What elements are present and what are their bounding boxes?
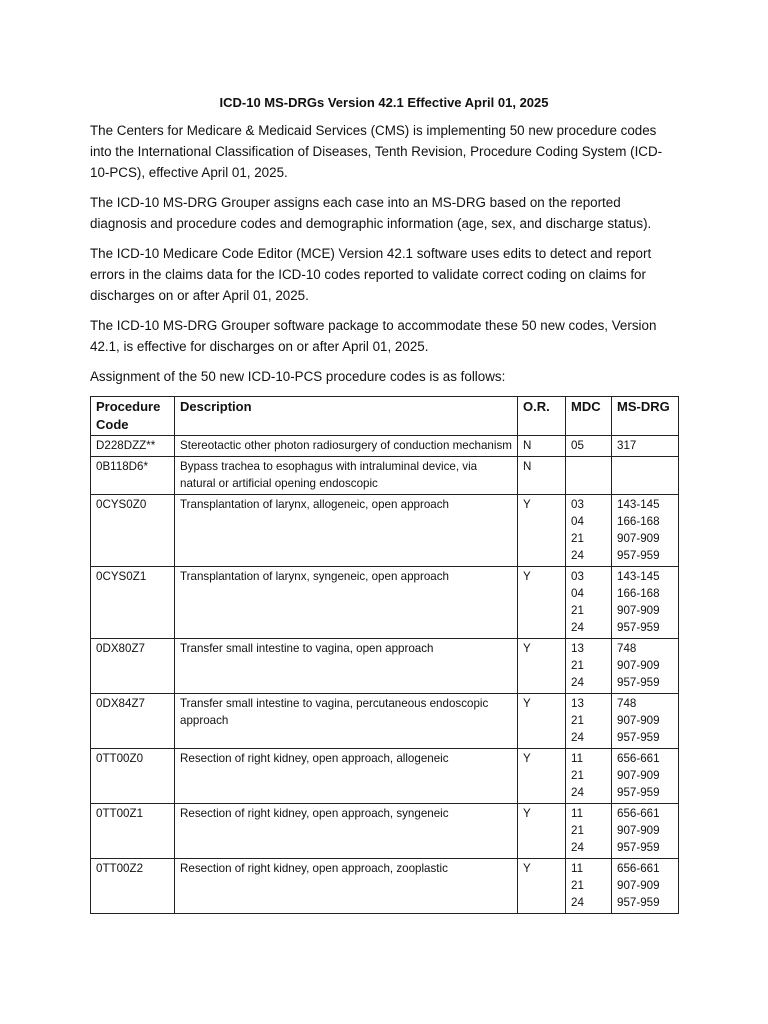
header-description: Description <box>175 397 518 436</box>
cell-mdc <box>566 436 612 457</box>
cell-mdc <box>566 749 612 804</box>
cell-description: Transfer small intestine to vagina, open approach <box>175 639 518 694</box>
cell-procedure-code: 0B118D6* <box>91 457 175 495</box>
cell-ms-drg <box>612 749 679 804</box>
mdc-value: 21 <box>571 769 584 782</box>
cell-description: Resection of right kidney, open approach, allogeneic <box>175 749 518 804</box>
mdc-value: 11 <box>571 807 584 820</box>
ms-drg-value: 656-661 <box>617 862 660 875</box>
mdc-value: 21 <box>571 532 584 545</box>
cell-ms-drg <box>612 639 679 694</box>
mdc-value: 21 <box>571 824 584 837</box>
paragraph-software-package: The ICD-10 MS-DRG Grouper software package to accommodate these 50 new codes, Version 42.1, is effective for discharges on or after April 01, 2025. <box>90 318 657 354</box>
cell-procedure-code: 0CYS0Z0 <box>91 495 175 567</box>
table-header-row <box>91 397 679 436</box>
cell-procedure-code: 0CYS0Z1 <box>91 567 175 639</box>
procedure-assignment-table <box>90 396 679 914</box>
ms-drg-value: 166-168 <box>617 515 660 528</box>
ms-drg-value: 907-909 <box>617 769 660 782</box>
ms-drg-value: 907-909 <box>617 604 660 617</box>
cell-or: Y <box>518 495 566 567</box>
cell-mdc <box>566 457 612 495</box>
mdc-value: 11 <box>571 752 584 765</box>
cell-procedure-code: D228DZZ** <box>91 436 175 457</box>
cell-procedure-code: 0DX84Z7 <box>91 694 175 749</box>
cell-or: N <box>518 436 566 457</box>
cell-description: Resection of right kidney, open approach, zooplastic <box>175 859 518 914</box>
document-title: ICD-10 MS-DRGs Version 42.1 Effective April 01, 2025 <box>219 95 549 110</box>
cell-mdc <box>566 639 612 694</box>
cell-mdc <box>566 694 612 749</box>
cell-mdc <box>566 567 612 639</box>
cell-mdc <box>566 859 612 914</box>
cell-description: Transplantation of larynx, syngeneic, open approach <box>175 567 518 639</box>
mdc-value: 24 <box>571 549 584 562</box>
paragraph-cms-intro: The Centers for Medicare & Medicaid Services (CMS) is implementing 50 new procedure codes into the International Classification of Diseases, Tenth Revision, Procedure Coding System (ICD-10-PCS), effective April 01, 2025. <box>90 123 663 180</box>
ms-drg-value: 957-959 <box>617 549 660 562</box>
cell-ms-drg <box>612 859 679 914</box>
cell-ms-drg <box>612 694 679 749</box>
cell-or: Y <box>518 804 566 859</box>
cell-or: Y <box>518 694 566 749</box>
cell-description: Resection of right kidney, open approach, syngeneic <box>175 804 518 859</box>
table-row <box>91 457 679 495</box>
mdc-value: 24 <box>571 841 584 854</box>
cell-mdc <box>566 804 612 859</box>
mdc-value: 04 <box>571 515 584 528</box>
ms-drg-value: 143-145 <box>617 570 660 583</box>
ms-drg-value: 957-959 <box>617 731 660 744</box>
table-row <box>91 694 679 749</box>
mdc-value: 05 <box>571 439 584 452</box>
mdc-value: 13 <box>571 642 584 655</box>
cell-or: N <box>518 457 566 495</box>
header-or: O.R. <box>518 397 566 436</box>
cell-procedure-code: 0TT00Z2 <box>91 859 175 914</box>
cell-ms-drg <box>612 804 679 859</box>
cell-ms-drg <box>612 436 679 457</box>
mdc-value: 13 <box>571 697 584 710</box>
header-mdc: MDC <box>566 397 612 436</box>
table-row <box>91 639 679 694</box>
cell-or: Y <box>518 639 566 694</box>
cell-procedure-code: 0DX80Z7 <box>91 639 175 694</box>
mdc-value: 03 <box>571 570 584 583</box>
mdc-value: 24 <box>571 731 584 744</box>
cell-description: Transplantation of larynx, allogeneic, open approach <box>175 495 518 567</box>
cell-or: Y <box>518 859 566 914</box>
paragraph-assignment-intro: Assignment of the 50 new ICD-10-PCS procedure codes is as follows: <box>90 369 506 384</box>
mdc-value: 24 <box>571 676 584 689</box>
ms-drg-value: 957-959 <box>617 786 660 799</box>
ms-drg-value: 957-959 <box>617 676 660 689</box>
table-row <box>91 859 679 914</box>
cell-ms-drg <box>612 457 679 495</box>
cell-description: Stereotactic other photon radiosurgery of conduction mechanism <box>175 436 518 457</box>
mdc-value: 24 <box>571 896 584 909</box>
header-ms-drg: MS-DRG <box>612 397 679 436</box>
ms-drg-value: 957-959 <box>617 841 660 854</box>
ms-drg-value: 957-959 <box>617 621 660 634</box>
ms-drg-value: 907-909 <box>617 879 660 892</box>
cell-or: Y <box>518 749 566 804</box>
table-row <box>91 749 679 804</box>
mdc-value: 21 <box>571 879 584 892</box>
ms-drg-value: 656-661 <box>617 807 660 820</box>
cell-procedure-code: 0TT00Z0 <box>91 749 175 804</box>
ms-drg-value: 317 <box>617 439 637 452</box>
ms-drg-value: 957-959 <box>617 896 660 909</box>
cell-procedure-code: 0TT00Z1 <box>91 804 175 859</box>
table-row <box>91 495 679 567</box>
ms-drg-value: 166-168 <box>617 587 660 600</box>
ms-drg-value: 907-909 <box>617 824 660 837</box>
mdc-value: 21 <box>571 714 584 727</box>
ms-drg-value: 656-661 <box>617 752 660 765</box>
ms-drg-value: 907-909 <box>617 714 660 727</box>
mdc-value: 21 <box>571 659 584 672</box>
mdc-value: 24 <box>571 621 584 634</box>
table-row <box>91 804 679 859</box>
ms-drg-value: 143-145 <box>617 498 660 511</box>
ms-drg-value: 748 <box>617 697 637 710</box>
paragraph-mce: The ICD-10 Medicare Code Editor (MCE) Version 42.1 software uses edits to detect and report errors in the claims data for the ICD-10 codes reported to validate correct coding on claims for discharges on or after April 01, 2025. <box>90 246 652 303</box>
header-procedure-code: Procedure Code <box>91 397 175 436</box>
ms-drg-value: 907-909 <box>617 532 660 545</box>
table-row <box>91 436 679 457</box>
mdc-value: 04 <box>571 587 584 600</box>
paragraph-grouper: The ICD-10 MS-DRG Grouper assigns each case into an MS-DRG based on the reported diagnosis and procedure codes and demographic information (age, sex, and discharge status). <box>90 195 652 231</box>
mdc-value: 24 <box>571 786 584 799</box>
mdc-value: 03 <box>571 498 584 511</box>
ms-drg-value: 907-909 <box>617 659 660 672</box>
cell-mdc <box>566 495 612 567</box>
cell-ms-drg <box>612 567 679 639</box>
table-row <box>91 567 679 639</box>
document-page <box>90 93 678 914</box>
cell-description: Bypass trachea to esophagus with intraluminal device, via natural or artificial opening endoscopic <box>175 457 518 495</box>
ms-drg-value: 748 <box>617 642 637 655</box>
cell-ms-drg <box>612 495 679 567</box>
cell-or: Y <box>518 567 566 639</box>
cell-description: Transfer small intestine to vagina, percutaneous endoscopic approach <box>175 694 518 749</box>
mdc-value: 11 <box>571 862 584 875</box>
mdc-value: 21 <box>571 604 584 617</box>
